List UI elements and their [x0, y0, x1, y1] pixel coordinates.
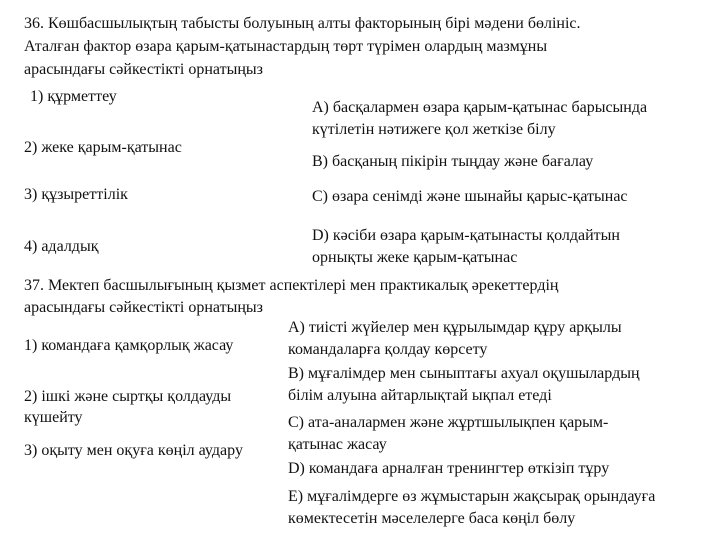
q36-heading-line-3: арасындағы сәйкестікті орнатыңыз [24, 61, 263, 78]
q36-left-item-4: 4) адалдық [24, 238, 99, 255]
q37-option-c-line-2: қатынас жасау [288, 436, 387, 453]
q37-option-b-line-1: В) мұғалімдер мен сыныптағы ахуал оқушылардың [288, 365, 640, 382]
q36-heading-line-1: 36. Көшбасшылықтың табысты болуының алты факторының бірі мәдени бөлініс. [24, 15, 581, 32]
q37-left-item-1: 1) командаға қамқорлық жасау [24, 337, 234, 354]
q37-option-a-line-1: А) тиісті жүйелер мен құрылымдар құру арқылы [288, 319, 622, 336]
q37-option-d: D) командаға арналған тренингтер өткізіп тұру [288, 460, 610, 477]
q36-heading-line-2: Аталған фактор өзара қарым-қатынастардың төрт түрімен олардың мазмұны [24, 38, 548, 55]
q36-option-d-line-1: D) кәсіби өзара қарым-қатынасты қолдайтын [312, 227, 620, 244]
q36-option-d-line-2: орнықты жеке қарым-қатынас [312, 249, 518, 266]
q37-option-e-line-1: E) мұғалімдерге өз жұмыстарын жақсырақ орындауға [288, 488, 656, 505]
q37-left-item-2-line-1: 2) ішкі және сыртқы қолдауды [24, 388, 232, 405]
q36-left-item-3: 3) құзыреттілік [24, 186, 128, 203]
q37-left-item-3: 3) оқыту мен оқуға көңіл аудару [24, 442, 243, 459]
q37-left-item-2-line-2: күшейту [24, 409, 83, 426]
q36-option-c: С) өзара сенімді және шынайы қарыс-қатынас [312, 188, 628, 205]
q36-left-item-1: 1) құрметтеу [30, 88, 117, 105]
q37-heading-line-2: арасындағы сәйкестікті орнатыңыз [24, 299, 263, 316]
q37-option-b-line-2: білім алуына айтарлықтай ықпал етеді [288, 387, 552, 404]
q37-option-c-line-1: С) ата-аналармен және жұртшылықпен қарым- [288, 414, 609, 431]
q36-option-b: В) басқаның пікірін тыңдау және бағалау [312, 153, 594, 170]
q36-option-a-line-2: күтілетін нәтижеге қол жеткізе білу [312, 121, 556, 138]
q37-heading-line-1: 37. Мектеп басшылығының қызмет аспектілері мен практикалық әрекеттердің [24, 277, 559, 294]
q36-option-a-line-1: А) басқалармен өзара қарым-қатынас барысында [312, 99, 648, 116]
q37-option-e-line-2: көмектесетін мәселелерге баса көңіл бөлу [288, 510, 576, 527]
q36-left-item-2: 2) жеке қарым-қатынас [24, 139, 182, 156]
q37-option-a-line-2: командаларға қолдау көрсету [288, 341, 488, 358]
